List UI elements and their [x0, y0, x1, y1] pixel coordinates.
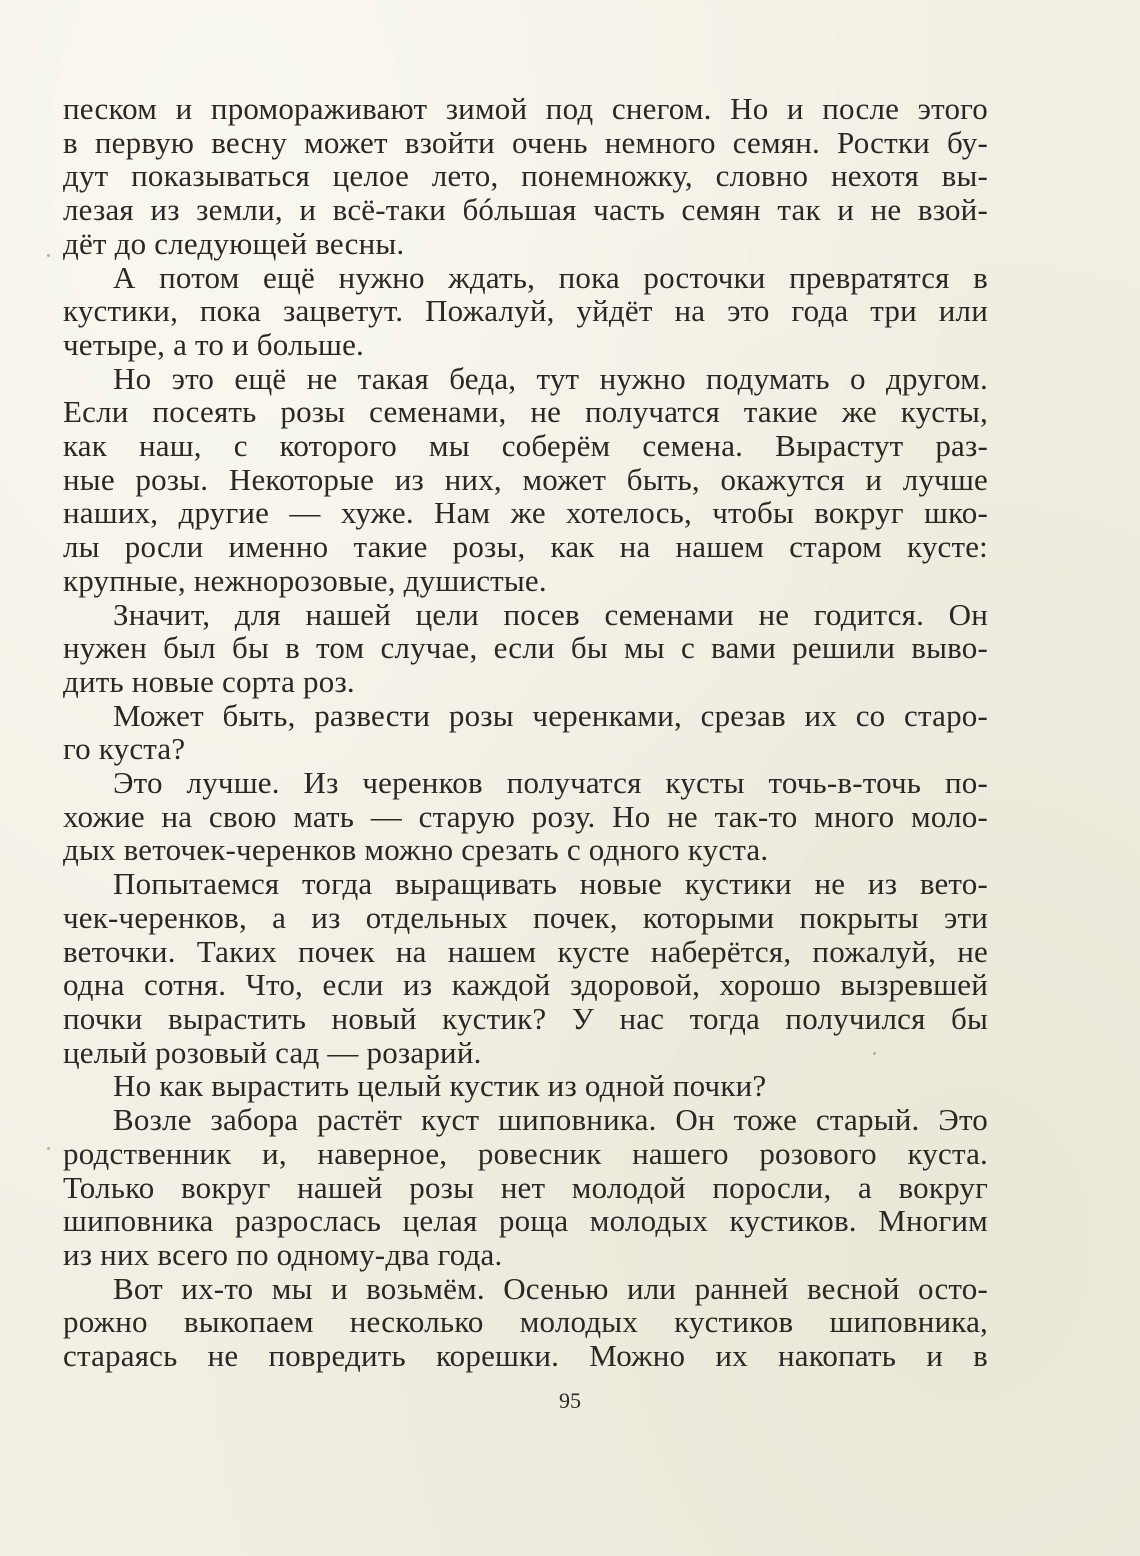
text-line: го куста? [63, 731, 186, 767]
text-line: лы росли именно такие розы, как на нашем старом кусте: [63, 529, 988, 565]
text-line: из них всего по одному-два года. [63, 1236, 503, 1272]
text-line: Но это ещё не такая беда, тут нужно подумать о другом. [113, 360, 988, 396]
text-line: чек-черенков, а из отдельных почек, которыми покрыты эти [63, 899, 988, 935]
text-line: Значит, для нашей цели посев семенами не годится. Он [113, 596, 988, 632]
text-line: песком и промораживают зимой под снегом. Но и после этого [63, 91, 988, 126]
text-line: Но как вырастить целый кустик из одной почки? [113, 1068, 767, 1104]
text-line: целый розовый сад — розарий. [63, 1034, 482, 1070]
text-line: наших, другие — хуже. Нам же хотелось, чтобы вокруг шко- [63, 495, 988, 531]
text-line: в первую весну может взойти очень немного семян. Ростки бу- [63, 124, 988, 160]
text-line: рожно выкопаем несколько молодых кустиков шиповника, [63, 1304, 988, 1340]
text-line: Только вокруг нашей розы нет молодой поросли, а вокруг [63, 1169, 988, 1205]
body-text [63, 92, 988, 1373]
text-line: лезая из земли, и всё-таки бóльшая часть семян так и не взой- [63, 192, 988, 228]
text-line: Может быть, развести розы черенками, срезав их со старо- [113, 697, 988, 733]
text-line: Попытаемся тогда выращивать новые кустики не из вето- [113, 866, 988, 902]
paragraph-8 [63, 1069, 988, 1103]
text-line: родственник и, наверное, ровесник нашего розового куста. [63, 1135, 988, 1171]
text-line: стараясь не повредить корешки. Можно их накопать и в [63, 1338, 988, 1374]
text-line: дёт до следующей весны. [63, 225, 405, 261]
paragraph-2 [63, 261, 988, 362]
paragraph-1 [63, 92, 988, 261]
text-line: дых веточек-черенков можно срезать с одного куста. [63, 832, 769, 868]
paper-speck [873, 1052, 876, 1055]
paragraph-7 [63, 867, 988, 1069]
text-line: Вот их-то мы и возьмём. Осенью или ранней весной осто- [113, 1270, 988, 1306]
paper-speck [47, 1147, 50, 1150]
text-line: одна сотня. Что, если из каждой здоровой, хорошо вызревшей [63, 967, 988, 1003]
text-line: Если посеять розы семенами, не получатся такие же кусты, [63, 394, 988, 430]
text-line: Возле забора растёт куст шиповника. Он тоже старый. Это [113, 1102, 988, 1138]
text-line: кустики, пока зацветут. Пожалуй, уйдёт на это года три или [63, 293, 988, 329]
paragraph-6 [63, 766, 988, 867]
text-line: А потом ещё нужно ждать, пока росточки превратятся в [113, 259, 988, 295]
text-line: нужен был бы в том случае, если бы мы с вами решили выво- [63, 630, 988, 666]
page-number: 95 [559, 1388, 581, 1413]
paragraph-4 [63, 598, 988, 699]
text-line: четыре, а то и больше. [63, 326, 364, 362]
text-line: как наш, с которого мы соберём семена. Вырастут раз- [63, 428, 988, 464]
paragraph-3 [63, 362, 988, 598]
paragraph-9 [63, 1103, 988, 1272]
text-line: почки вырастить новый кустик? У нас тогда получился бы [63, 1000, 988, 1036]
paper-speck [47, 254, 50, 257]
text-line: дут показываться целое лето, понемножку, словно нехотя вы- [63, 158, 988, 194]
text-line: хожие на свою мать — старую розу. Но не так-то много моло- [63, 798, 988, 834]
text-line: ные розы. Некоторые из них, может быть, окажутся и лучше [63, 461, 988, 497]
text-line: Это лучше. Из черенков получатся кусты точь-в-точь по- [113, 765, 988, 801]
paragraph-10 [63, 1272, 988, 1373]
text-line: дить новые сорта роз. [63, 663, 355, 699]
paragraph-5 [63, 699, 988, 766]
text-line: шиповника разрослась целая роща молодых кустиков. Многим [63, 1203, 988, 1239]
text-line: крупные, нежнорозовые, душистые. [63, 562, 547, 598]
text-line: веточки. Таких почек на нашем кусте наберётся, пожалуй, не [63, 933, 988, 969]
